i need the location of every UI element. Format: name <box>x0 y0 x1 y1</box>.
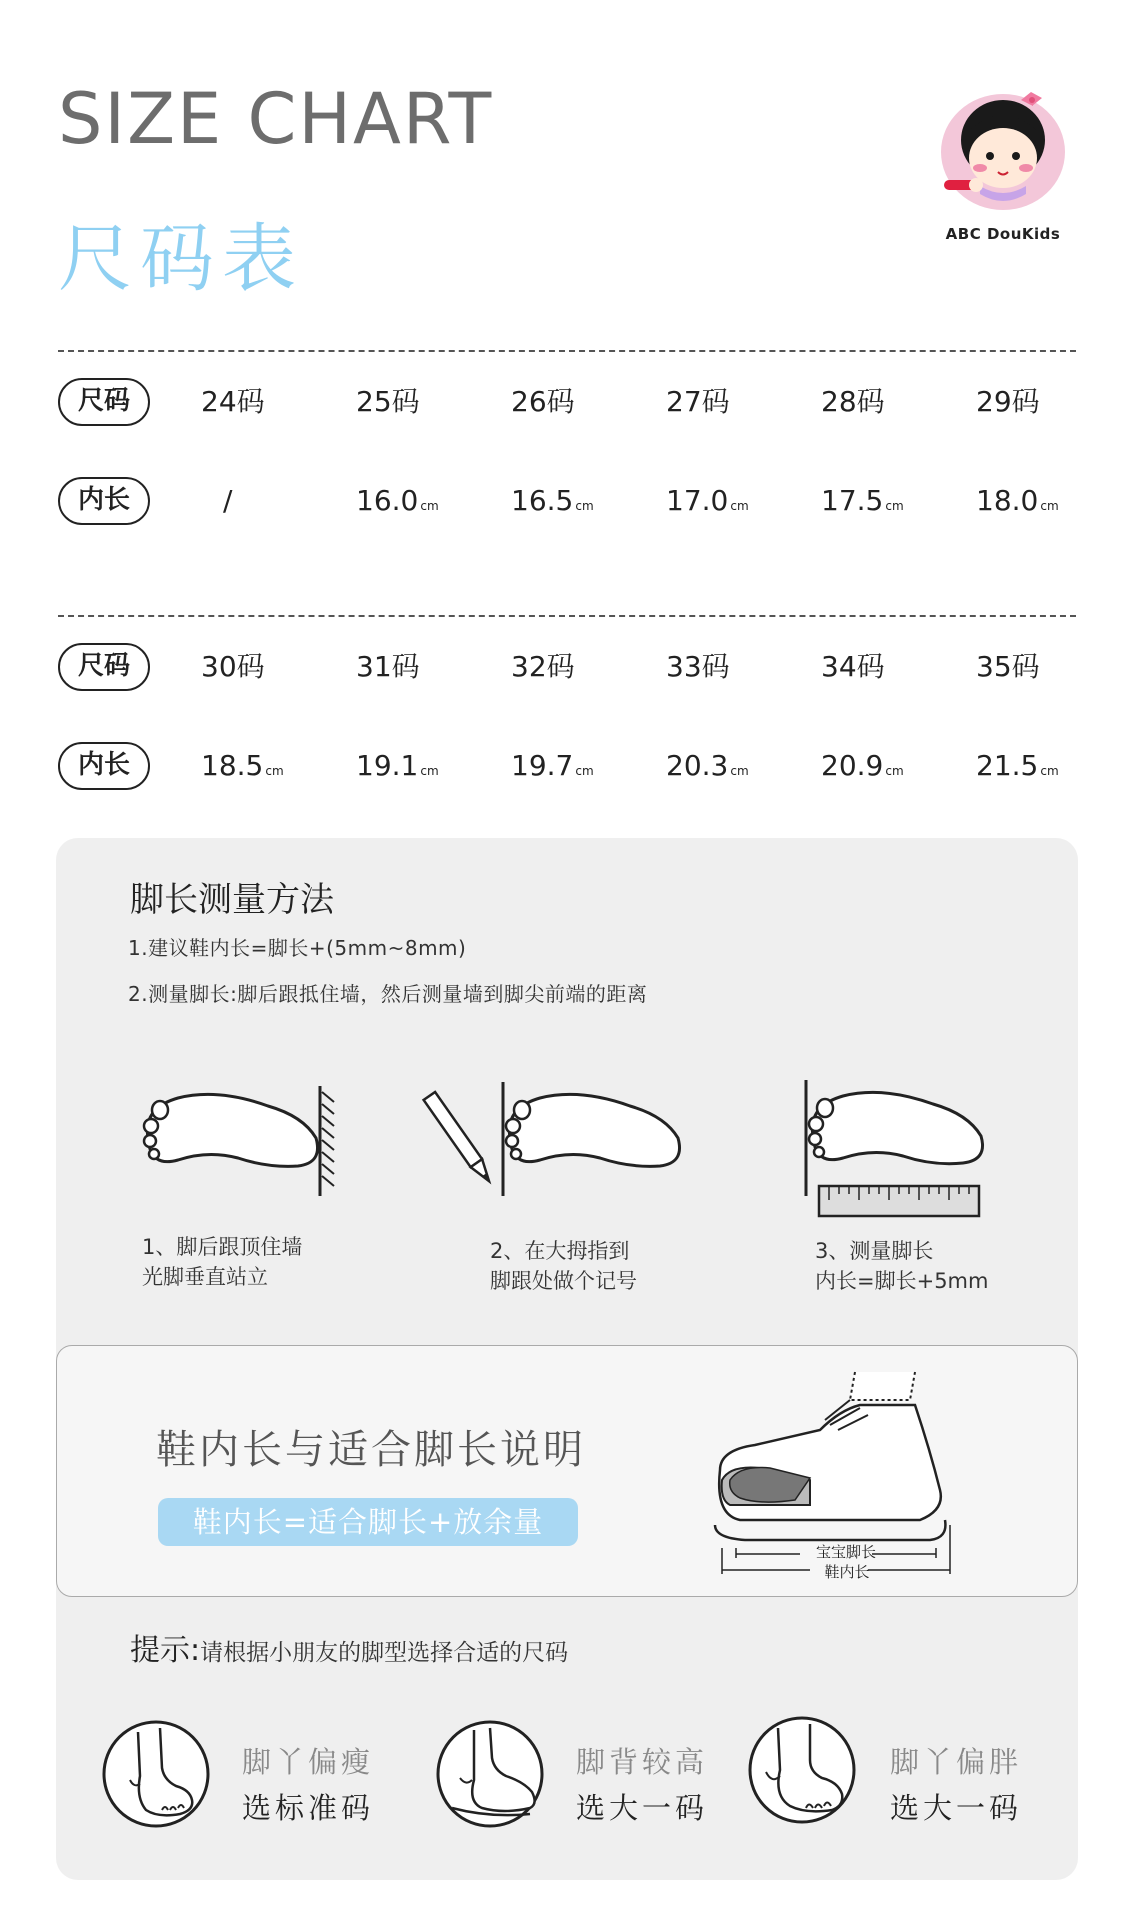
divider-top <box>58 350 1076 352</box>
foot-type-1: 脚丫偏瘦 <box>242 1745 375 1779</box>
size-cell: 25码 <box>356 385 420 418</box>
measure-line-2: 2.测量脚长:脚后跟抵住墙，然后测量墙到脚尖前端的距离 <box>128 982 648 1006</box>
length-cell: 18.0 <box>976 484 1039 517</box>
foot-type-2: 脚背较高 <box>576 1745 709 1779</box>
size-row-2 <box>58 643 1076 699</box>
tip <box>130 1625 568 1669</box>
unit-label: cm <box>1040 499 1059 513</box>
size-cell: 24码 <box>201 385 265 418</box>
size-cell: 26码 <box>511 385 575 418</box>
size-row-1 <box>58 378 1076 434</box>
measure-title: 脚长测量方法 <box>130 880 334 920</box>
brand-name: ABC DouKids <box>945 225 1061 243</box>
step-3-line-2: 内长=脚长+5mm <box>815 1269 989 1293</box>
high-instep-icon <box>434 1718 546 1830</box>
fit-formula-badge: 鞋内长=适合脚长+放余量 <box>158 1498 578 1546</box>
step-2 <box>490 1236 637 1296</box>
foot-advice-3: 选大一码 <box>890 1791 1023 1825</box>
size-row-label: 尺码 <box>58 643 150 691</box>
size-cell: 31码 <box>356 650 420 683</box>
length-cell-empty: / <box>223 484 233 517</box>
fit-card-title: 鞋内长与适合脚长说明 <box>156 1427 586 1473</box>
step-3 <box>815 1236 988 1296</box>
size-row-label: 尺码 <box>58 378 150 426</box>
foot-against-wall-icon <box>138 1078 348 1203</box>
unit-label: cm <box>730 764 749 778</box>
shoe-inner-length-label: 鞋内长 <box>824 1563 870 1581</box>
size-cell: 32码 <box>511 650 575 683</box>
step-1-line-1: 1、脚后跟顶住墙 <box>142 1235 303 1259</box>
ruler-measure-icon <box>803 1078 993 1218</box>
length-row-label: 内长 <box>58 742 150 790</box>
unit-label: cm <box>885 764 904 778</box>
unit-label: cm <box>420 764 439 778</box>
brand-logo <box>928 82 1078 252</box>
title-en: SIZE CHART <box>58 78 494 160</box>
tip-text: 请根据小朋友的脚型选择合适的尺码 <box>200 1640 569 1666</box>
pencil-mark-icon <box>430 1078 680 1203</box>
size-cell: 33码 <box>666 650 730 683</box>
length-cell: 20.3 <box>666 749 729 782</box>
size-cell: 28码 <box>821 385 885 418</box>
baby-foot-length-label: 宝宝脚长 <box>815 1543 876 1561</box>
girl-mascot-icon <box>928 82 1078 222</box>
length-cell: 18.5 <box>201 749 264 782</box>
step-3-line-1: 3、测量脚长 <box>815 1239 934 1263</box>
length-cell: 16.5 <box>511 484 574 517</box>
unit-label: cm <box>420 499 439 513</box>
title-cn: 尺码表 <box>58 216 304 302</box>
unit-label: cm <box>575 499 594 513</box>
size-cell: 30码 <box>201 650 265 683</box>
foot-advice-1: 选标准码 <box>242 1791 375 1825</box>
length-cell: 19.1 <box>356 749 419 782</box>
slim-foot-icon <box>100 1718 212 1830</box>
step-1-line-2: 光脚垂直站立 <box>142 1265 268 1289</box>
unit-label: cm <box>1040 764 1059 778</box>
length-cell: 17.5 <box>821 484 884 517</box>
step-2-line-1: 2、在大拇指到 <box>490 1239 630 1263</box>
length-cell: 17.0 <box>666 484 729 517</box>
tip-label: 提示: <box>130 1633 201 1668</box>
step-2-line-2: 脚跟处做个记号 <box>490 1269 637 1293</box>
length-row-1 <box>58 477 1076 533</box>
foot-type-3: 脚丫偏胖 <box>890 1745 1023 1779</box>
step-1 <box>142 1232 302 1292</box>
divider-middle <box>58 615 1076 617</box>
foot-advice-2: 选大一码 <box>576 1791 709 1825</box>
length-cell: 20.9 <box>821 749 884 782</box>
length-cell: 21.5 <box>976 749 1039 782</box>
unit-label: cm <box>885 499 904 513</box>
size-cell: 29码 <box>976 385 1040 418</box>
length-cell: 19.7 <box>511 749 574 782</box>
unit-label: cm <box>265 764 284 778</box>
length-row-2 <box>58 742 1076 798</box>
size-cell: 34码 <box>821 650 885 683</box>
unit-label: cm <box>575 764 594 778</box>
length-row-label: 内长 <box>58 477 150 525</box>
unit-label: cm <box>730 499 749 513</box>
measure-line-1: 1.建议鞋内长=脚长+(5mm~8mm) <box>128 936 467 960</box>
length-cell: 16.0 <box>356 484 419 517</box>
wide-foot-icon <box>746 1714 858 1826</box>
size-cell: 35码 <box>976 650 1040 683</box>
size-cell: 27码 <box>666 385 730 418</box>
